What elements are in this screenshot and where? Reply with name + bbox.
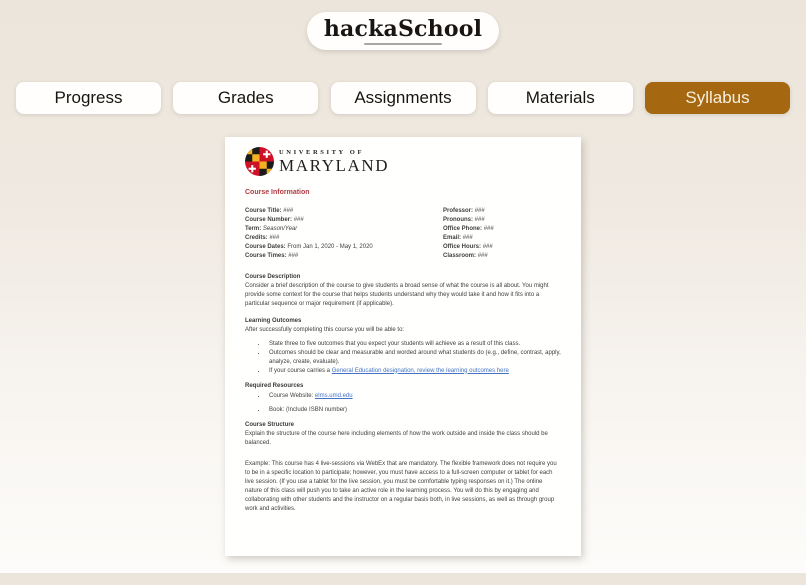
info-course-times: Course Times: ### (245, 252, 299, 259)
info-office-phone: Office Phone: ### (443, 225, 494, 232)
course-structure-body: Explain the structure of the course here including elements of how the work outside and inside the class should be balanced. (245, 430, 548, 446)
learning-outcomes-intro: After successfully completing this course you will be able to: (245, 326, 405, 333)
info-course-number: Course Number: ### (245, 216, 304, 223)
info-course-dates: Course Dates: From Jan 1, 2020 - May 1, 2020 (245, 243, 373, 250)
info-term: Term: Season/Year (245, 225, 298, 232)
app-logo-text: hackaSchool (323, 15, 483, 42)
tab-assignments[interactable]: Assignments (331, 82, 476, 114)
outcome-bullet-3: • If your course carries a General Education designation, review the learning outcomes here (267, 367, 561, 376)
tab-bar (0, 82, 806, 114)
info-pronouns: Pronouns: ### (443, 216, 485, 223)
umd-globe-icon (245, 147, 274, 176)
umd-wordmark (279, 149, 389, 173)
course-website-link[interactable]: elms.umd.edu (314, 392, 353, 399)
course-structure-heading: Course Structure (245, 421, 295, 428)
info-credits: Credits: ### (245, 234, 280, 241)
outcome-bullet-1: • State three to five outcomes that you expect your students will achieve as a result of this class. (267, 340, 561, 349)
tab-syllabus[interactable]: Syllabus (645, 82, 790, 114)
learning-outcomes-list (245, 340, 561, 376)
course-structure-example: Example: This course has 4 live-sessions via WebEx that are mandatory. The flexible framework does not require you to be in a specific location to participate; however, you must have access to a full-screen computer or tablet for each live session. (If you use a tablet for the live session, you must be comfortable typing responses on it.) The online nature of this class will push you to take an active role in the learning process. You will do this by engaging and collaborating with other students and the instructor on a regular basis both, in live sessions, as well as through group work and activities. (245, 460, 557, 512)
course-information-heading: Course Information (245, 189, 310, 196)
course-info-right (443, 207, 561, 261)
gen-ed-designation-link[interactable]: General Education designation, review the learning outcomes here (331, 367, 509, 374)
resource-bullet-website: • Course Website: elms.umd.edu (267, 392, 561, 401)
syllabus-document (225, 137, 581, 556)
course-info-left (245, 207, 443, 261)
required-resources-list (245, 392, 561, 415)
required-resources-heading: Required Resources (245, 382, 304, 389)
umd-wordmark-line1: UNIVERSITY OF (279, 149, 365, 157)
course-description-body: Consider a brief description of the course to give students a broad sense of what the course is all about. You might provide some context for the course that helps students understand why they would take it and how it fits into a particular sequence or major requirement (if applicable). (245, 282, 549, 307)
info-course-title: Course Title: ### (245, 207, 294, 214)
page (0, 12, 806, 556)
info-classroom: Classroom: ### (443, 252, 488, 259)
tab-materials[interactable]: Materials (488, 82, 633, 114)
info-office-hours: Office Hours: ### (443, 243, 493, 250)
info-professor: Professor: ### (443, 207, 485, 214)
learning-outcomes-heading: Learning Outcomes (245, 317, 302, 324)
resource-bullet-book: • Book: (Include ISBN number) (267, 406, 561, 415)
outcome-bullet-2: • Outcomes should be clear and measurable and worded around what students do (e.g., define, contrast, apply, analyze, create, evaluate). (267, 349, 561, 367)
umd-wordmark-line2: MARYLAND (279, 155, 390, 175)
course-info-columns (245, 207, 561, 261)
tab-grades[interactable]: Grades (173, 82, 318, 114)
info-email: Email: ### (443, 234, 473, 241)
course-description-heading: Course Description (245, 273, 301, 280)
umd-letterhead (245, 147, 561, 176)
app-logo-pill (307, 12, 499, 50)
logo-underline (364, 43, 442, 45)
tab-progress[interactable]: Progress (16, 82, 161, 114)
